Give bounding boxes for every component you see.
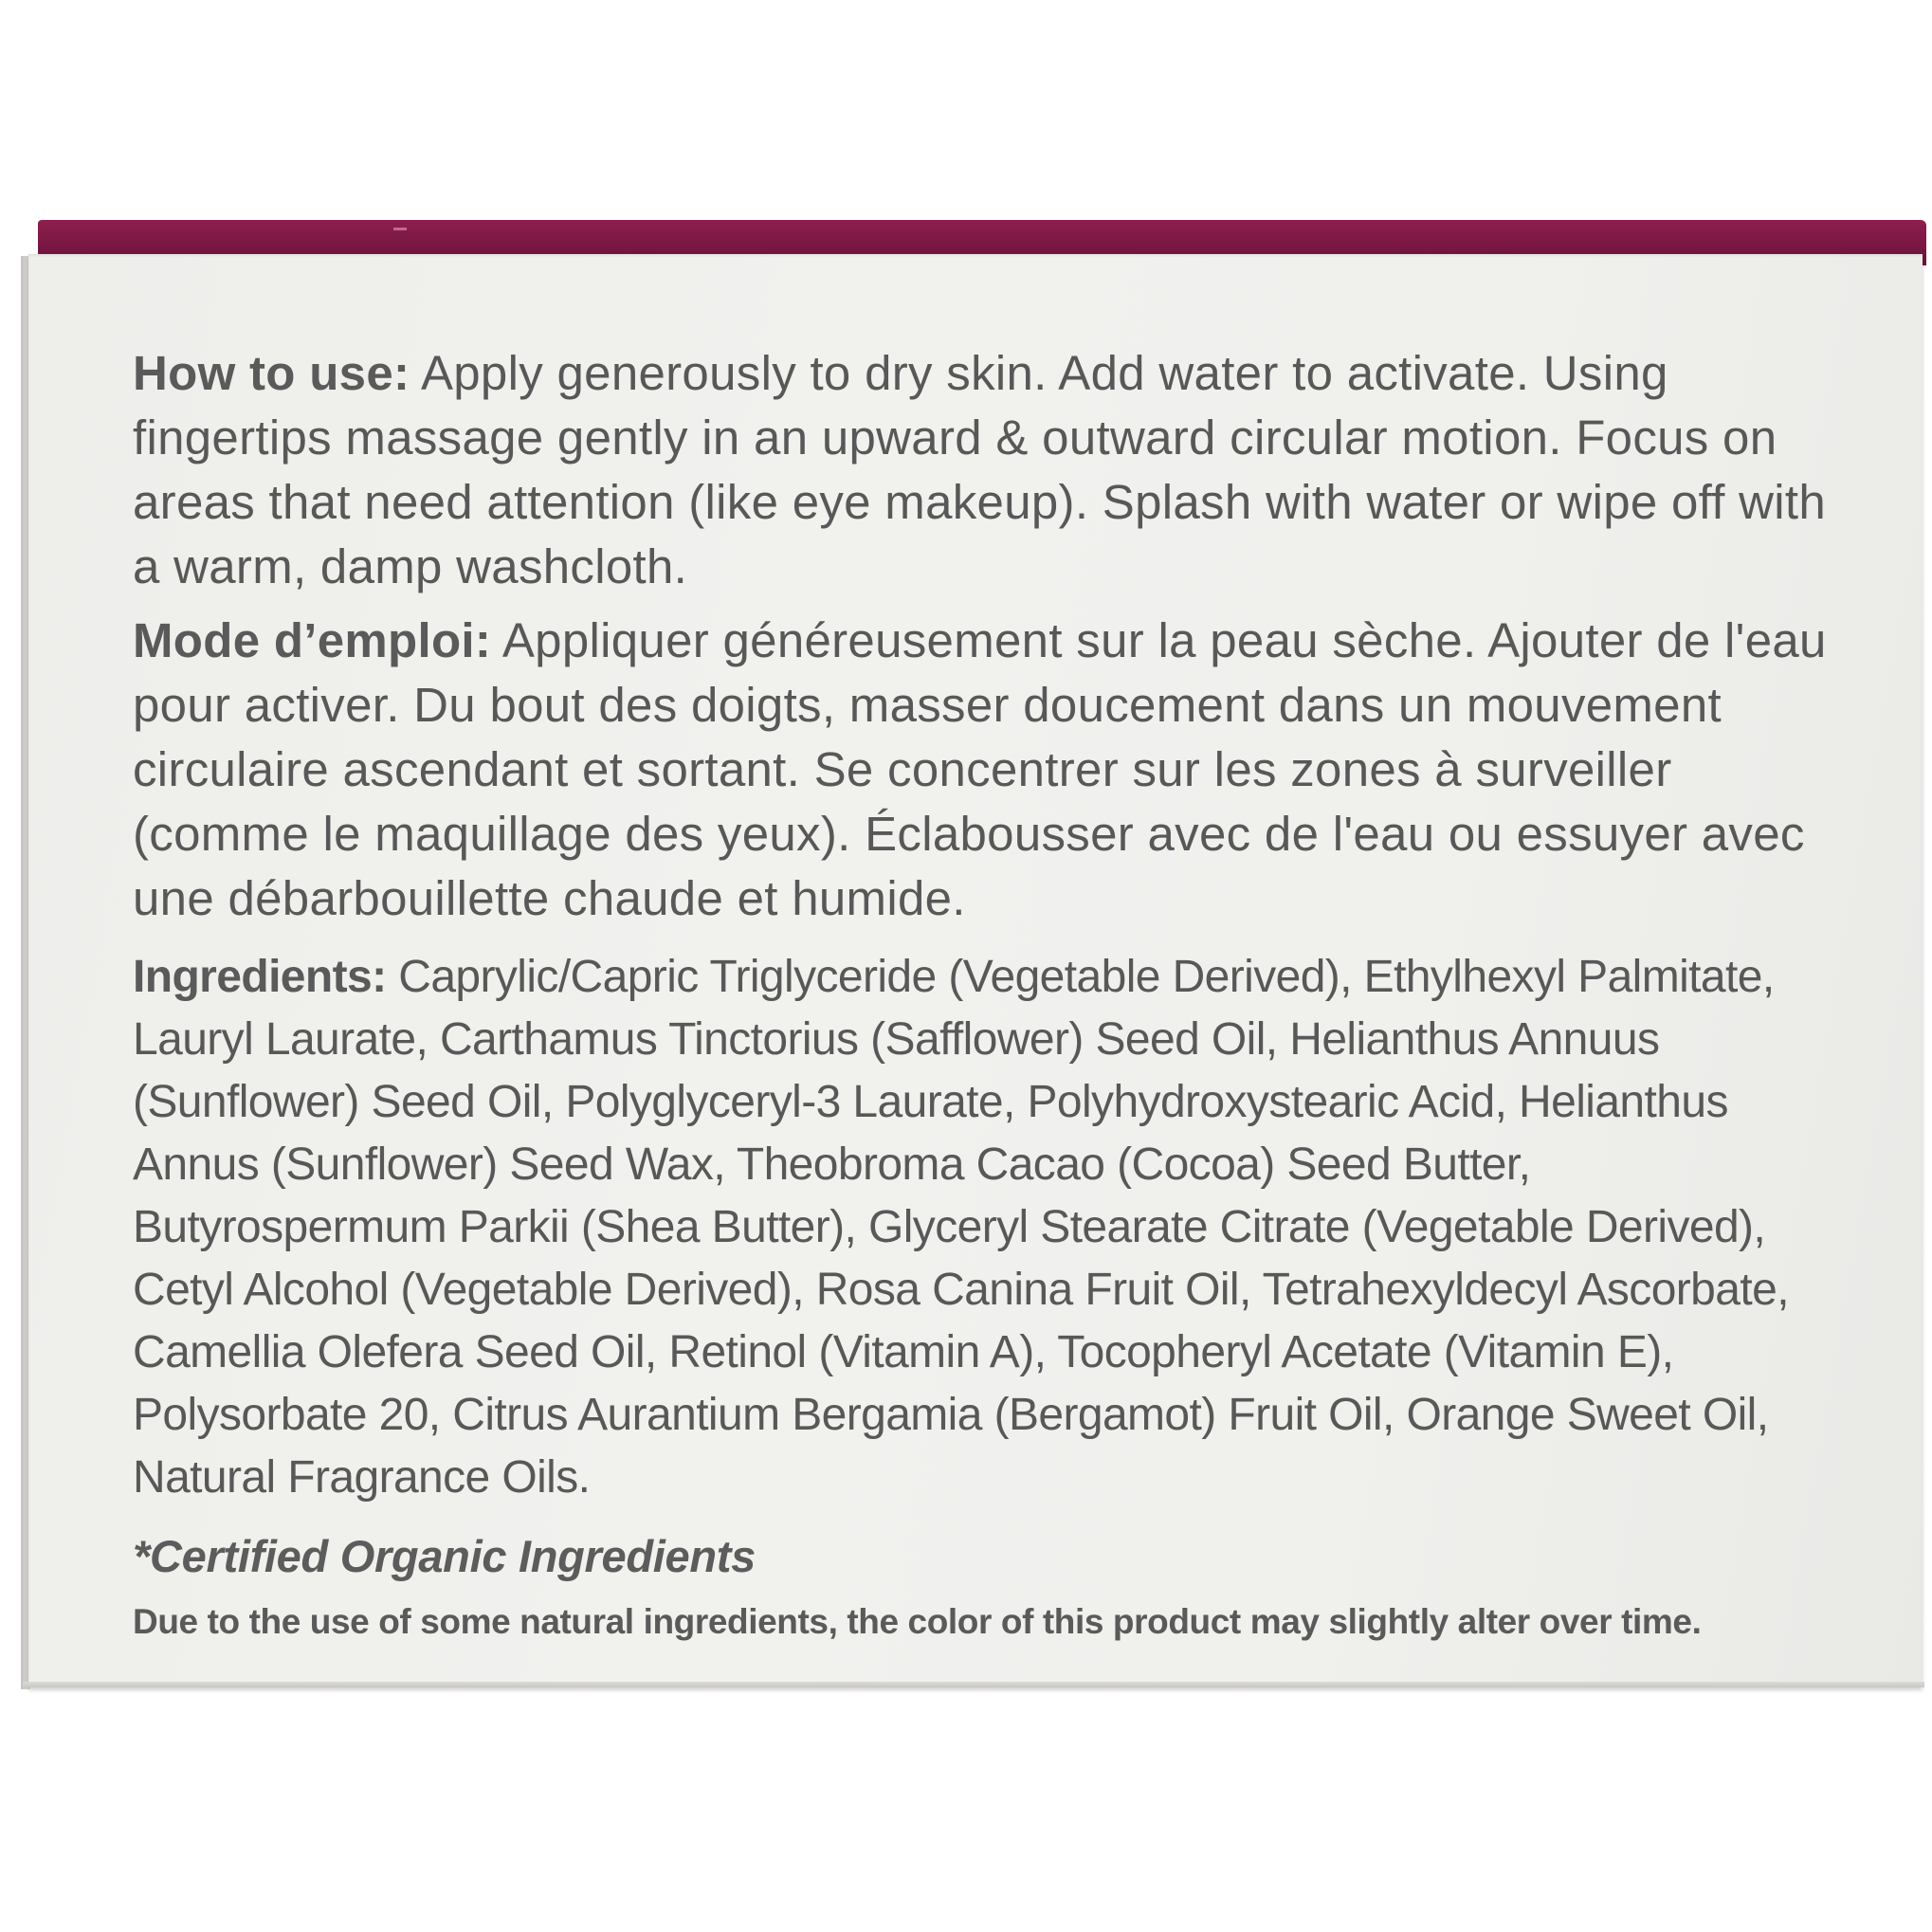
certified-organic-note: *Certified Organic Ingredients: [133, 1531, 756, 1581]
ingredients-text: Caprylic/Capric Triglyceride (Vegetable Derived), Ethylhexyl Palmitate, Lauryl Laurate, Carthamus Tinctorius (Safflower) Seed Oil, Helianthus Annuus (Sunflower) Seed Oil, Polyglyceryl-3 Laurate, Polyhydroxystearic Acid, Helianthus Annus (Sunflower) Seed Wax, Theobroma Cacao (Cocoa) Seed Butter, Butyrospermum Parkii (Shea Butter), Glyceryl Stearate Citrate (Vegetable Derived), Cetyl Alcohol (Vegetable Derived), Rosa Canina Fruit Oil, Tetrahexyldecyl Ascorbate, Camellia Olefera Seed Oil, Retinol (Vitamin A), Tocopheryl Acetate (Vitamin E), Polysorbate 20, Citrus Aurantium Bergamia (Bergamot) Fruit Oil, Orange Sweet Oil, Natural Fragrance Oils.: [133, 952, 1789, 1503]
mode-emploi-paragraph: [133, 609, 1839, 931]
lid-highlight: [393, 228, 407, 230]
ingredients-heading: Ingredients:: [133, 952, 387, 1002]
mode-emploi-text: Appliquer généreusement sur la peau sèche. Ajouter de l'eau pour activer. Du bout des doigts, masser doucement dans un mouvement circulaire ascendant et sortant. Se concentrer sur les zones à surveiller (comme le maquillage des yeux). Éclabousser avec de l'eau ou essuyer avec une débarbouillette chaude et humide.: [133, 613, 1827, 925]
box-bottom-edge: [23, 1682, 1924, 1687]
how-to-use-text: Apply generously to dry skin. Add water to activate. Using fingertips massage gently in an upward & outward circular motion. Focus on areas that need attention (like eye makeup). Splash with water or wipe off with a warm, damp washcloth.: [133, 346, 1827, 593]
how-to-use-paragraph: [133, 341, 1839, 599]
color-disclaimer: Due to the use of some natural ingredients, the color of this product may slightly alter over time.: [133, 1602, 1702, 1641]
how-to-use-heading: How to use:: [133, 346, 410, 400]
mode-emploi-heading: Mode d’emploi:: [133, 613, 492, 667]
label-text-block: [133, 341, 1839, 1646]
ingredients-paragraph: [133, 946, 1839, 1509]
